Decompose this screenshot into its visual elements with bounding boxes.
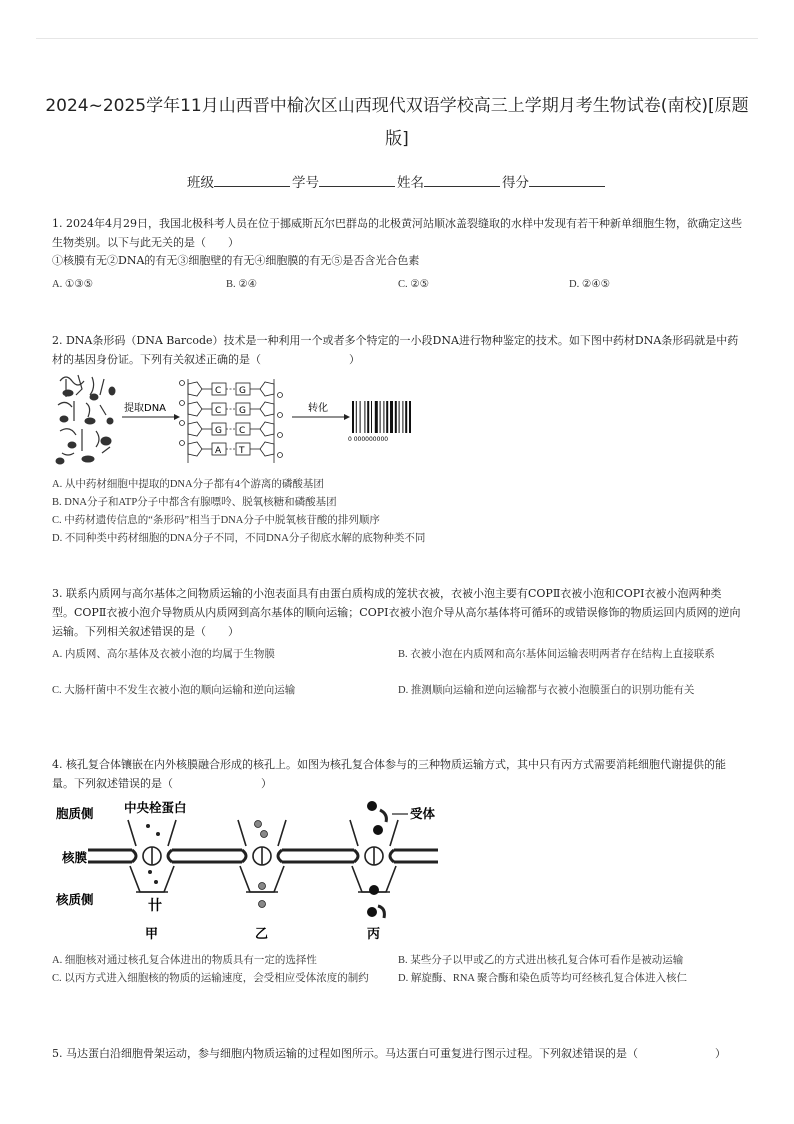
barcode-bar <box>360 401 361 433</box>
pore-label: 乙 <box>255 927 269 942</box>
student-info-line <box>0 171 794 191</box>
medium-molecule <box>255 821 262 828</box>
base-label-left: C <box>215 386 222 396</box>
pore-1 <box>88 820 216 942</box>
small-molecule <box>146 824 150 828</box>
q1-stem: 1. 2024年4月29日，我国北极科考人员在位于挪威斯瓦尔巴群岛的北极黄河站顺冰盖裂缝取的水样中发现有若干种新单细胞生物，欲确定这些生物类别。以下与此无关的是（ ） <box>52 217 742 249</box>
q4-stem: 4. 核孔复合体镶嵌在内外核膜融合形成的核孔上。如图为核孔复合体参与的三种物质运输方式，其中只有丙方式需要消耗细胞代谢提供的能量。下列叙述错误的是（ ） <box>52 758 726 790</box>
q1-option-a[interactable]: A. ①③⑤ <box>52 279 94 290</box>
nucleoplasm-side-label: 核质侧 <box>56 892 94 907</box>
barcode-bar <box>390 401 393 433</box>
q2-stem: 2. DNA条形码（DNA Barcode）技术是一种利用一个或者多个特定的一小段DNA进行物种鉴定的技术。如下图中药材DNA条形码就是中药材的基因身份证。下列有关叙述正确的是（ ） <box>52 334 739 366</box>
cargo <box>367 907 377 917</box>
receptor-shape <box>380 810 386 822</box>
extract-dna-label: 提取DNA <box>124 403 167 414</box>
base-label-right: G <box>239 406 246 416</box>
barcode-bar <box>356 401 357 433</box>
base-label-right: G <box>239 386 246 396</box>
nuclear-membrane-label: 核膜 <box>62 850 88 865</box>
barcode-bar <box>386 401 388 433</box>
q4-nuclear-pore-figure <box>52 796 452 944</box>
cytoplasm-side-label: 胞质侧 <box>56 806 94 821</box>
score-label: 得分 <box>502 175 529 191</box>
id-label: 学号 <box>292 175 319 191</box>
q4-option-c[interactable]: C. 以丙方式进入细胞核的物质的运输速度，会受相应受体浓度的制约 <box>52 973 369 984</box>
q1-items: ①核膜有无②DNA的有无③细胞壁的有无④细胞膜的有无⑤是否含光合色素 <box>52 254 420 267</box>
q4-option-a[interactable]: A. 细胞核对通过核孔复合体进出的物质具有一定的选择性 <box>52 955 317 966</box>
base-label-left: C <box>215 406 222 416</box>
q4-option-d[interactable]: D. 解旋酶、RNA 聚合酶和染色质等均可经核孔复合体进入核仁 <box>398 973 688 984</box>
base-label-left: G <box>215 426 222 436</box>
q3-option-a[interactable]: A. 内质网、高尔基体及衣被小泡的均属于生物膜 <box>52 649 275 660</box>
barcode-bar <box>409 401 411 433</box>
pore-3 <box>310 801 438 942</box>
cargo <box>373 825 383 835</box>
q2-option-a[interactable]: A. 从中药材细胞中提取的DNA分子都有4个游离的磷酸基团 <box>52 479 324 490</box>
q3-option-d[interactable]: D. 推测顺向运输和逆向运输都与衣被小泡膜蛋白的识别功能有关 <box>398 685 695 696</box>
medium-molecule <box>259 901 266 908</box>
barcode-bar <box>367 401 369 433</box>
cargo <box>369 885 379 895</box>
q2-option-d[interactable]: D. 不同种类中药材细胞的DNA分子不同，不同DNA分子彻底水解的底物种类不同 <box>52 533 426 544</box>
barcode-bar <box>375 401 378 433</box>
pore-2 <box>198 820 326 942</box>
barcode-bar <box>395 401 397 433</box>
small-molecule <box>156 832 160 836</box>
q1-option-c[interactable]: C. ②⑤ <box>398 279 430 290</box>
name-blank[interactable] <box>424 172 500 187</box>
paper-title: 2024~2025学年11月山西晋中榆次区山西现代双语学校高三上学期月考生物试卷(南校)[原题版] <box>45 96 749 149</box>
receptor-label: 受体 <box>410 806 436 821</box>
q3-stem: 3. 联系内质网与高尔基体之间物质运输的小泡表面具有由蛋白质构成的笼状衣被，衣被小泡主要有COPⅡ衣被小泡和COPⅠ衣被小泡两种类型。COPⅡ衣被小泡介导物质从内质网到高尔基体的顺向运输；COPⅠ衣被小泡介导从高尔基体将可循环的或错误修饰的物质运回内质网的逆向运输。下列相关叙述错误的是（ ） <box>52 587 741 638</box>
class-label: 班级 <box>187 175 214 191</box>
class-blank[interactable] <box>214 172 290 187</box>
name-label: 姓名 <box>397 175 424 191</box>
base-label-right: T <box>239 446 245 456</box>
barcode-bar <box>399 401 400 433</box>
barcode-digits: 0 000000000 <box>348 436 389 443</box>
barcode-bar <box>405 401 407 433</box>
barcode-bar <box>364 401 365 433</box>
score-blank[interactable] <box>529 172 605 187</box>
barcode-bar <box>352 401 354 433</box>
convert-label: 转化 <box>308 403 328 414</box>
small-molecule <box>154 880 158 884</box>
barcode-bar <box>380 401 381 433</box>
pore-label: 丙 <box>367 927 381 942</box>
header-rule <box>36 38 758 39</box>
central-plug-label: 中央栓蛋白 <box>124 800 187 815</box>
barcode-bar <box>371 401 372 433</box>
dna-ladder <box>180 379 283 463</box>
q2-dna-barcode-figure <box>52 371 442 471</box>
barcode <box>352 401 411 433</box>
id-blank[interactable] <box>319 172 395 187</box>
q2-option-c[interactable]: C. 中药材遗传信息的“条形码”相当于DNA分子中脱氧核苷酸的排列顺序 <box>52 515 380 526</box>
medium-molecule <box>261 831 268 838</box>
barcode-bar <box>402 401 403 433</box>
base-label-right: C <box>239 426 246 436</box>
nuclear-pores <box>88 801 438 942</box>
cargo <box>367 801 377 811</box>
q2-option-b[interactable]: B. DNA分子和ATP分子中都含有腺嘌呤、脱氧核糖和磷酸基团 <box>52 497 337 508</box>
barcode-bar <box>383 401 384 433</box>
base-label-left: A <box>215 446 222 456</box>
herb-illustration <box>56 375 115 464</box>
q3-option-b[interactable]: B. 衣被小泡在内质网和高尔基体间运输表明两者存在结构上直接联系 <box>398 649 715 660</box>
q4-option-b[interactable]: B. 某些分子以甲或乙的方式进出核孔复合体可看作是被动运输 <box>398 955 684 966</box>
q3-option-c[interactable]: C. 大肠杆菌中不发生衣被小泡的顺向运输和逆向运输 <box>52 685 296 696</box>
q1-option-d[interactable]: D. ②④⑤ <box>569 279 611 290</box>
receptor-shape <box>378 906 384 918</box>
q1-option-b[interactable]: B. ②④ <box>226 279 258 290</box>
medium-molecule <box>259 883 266 890</box>
pore-label: 甲 <box>145 927 159 942</box>
small-molecule <box>148 870 152 874</box>
q5-stem: 5. 马达蛋白沿细胞骨架运动，参与细胞内物质运输的过程如图所示。马达蛋白可重复进行图示过程。下列叙述错误的是（ ） <box>52 1047 726 1060</box>
svg-text:卄: 卄 <box>148 898 162 914</box>
